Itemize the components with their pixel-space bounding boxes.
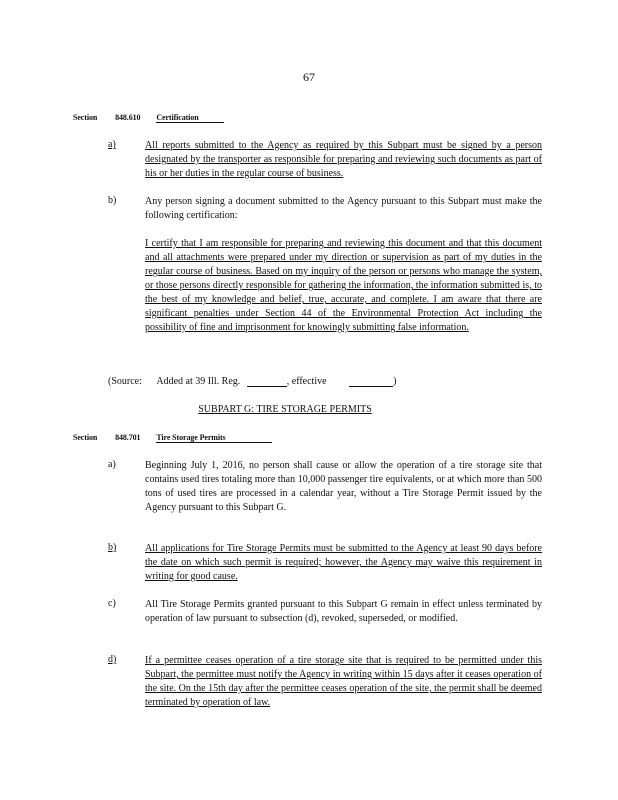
section-title: Certification <box>156 113 224 123</box>
section-number: 848.610 <box>115 113 141 122</box>
item-text-c: All Tire Storage Permits granted pursuant to this Subpart G remain in effect unless terminated by operation of law pursuant to subsection (d), revoked, superseded, or modified. <box>145 599 542 624</box>
item-label-a: a) <box>108 139 116 150</box>
certification-statement: I certify that I am responsible for preparing and reviewing this document and that this document and all attachments were prepared under my direction or supervision as part of my duties in the regular course of business. Based on my inquiry of the person or persons who manage the system, or those persons directly responsible for gathering the information, the information submitted is, to the best of my knowledge and belief, true, accurate, and complete. I am aware that there are significant penalties under Section 44 of the Environmental Protection Act including the possibility of fine and imprisonment for knowingly submitting false information. <box>145 238 542 333</box>
subpart-heading: SUBPART G: TIRE STORAGE PERMITS <box>198 404 372 415</box>
section-heading-848-610 <box>73 113 224 123</box>
item-label-d: d) <box>108 654 117 665</box>
source-prefix: (Source: <box>108 376 142 387</box>
source-effective: , effective <box>286 376 327 387</box>
item-text-a: Beginning July 1, 2016, no person shall cause or allow the operation of a tire storage site that contains used tires totaling more than 10,000 passenger tire equivalents, or at which more than 500 tons of used tires are processed in a calendar year, without a Tire Storage Permit issued by the Agency pursuant to this Subpart G. <box>145 460 542 513</box>
source-text: Added at 39 Ill. Reg. <box>156 376 241 387</box>
item-label-a: a) <box>108 459 116 470</box>
source-suffix: ) <box>393 376 397 387</box>
item-text-b: All applications for Tire Storage Permits must be submitted to the Agency at least 90 days before the date on which such permit is required; however, the Agency may waive this requirement in writing for good cause. <box>145 543 542 582</box>
item-text-b: Any person signing a document submitted to the Agency pursuant to this Subpart must make the following certification: <box>145 196 542 221</box>
blank-register-page <box>247 376 287 387</box>
section-word: Section <box>73 433 98 442</box>
page-number: 67 <box>303 70 315 84</box>
item-label-c: c) <box>108 598 116 609</box>
section-heading-848-701 <box>73 433 272 443</box>
item-label-b: b) <box>108 542 117 553</box>
item-text-d: If a permittee ceases operation of a tire storage site that is required to be permitted under this Subpart, the permittee must notify the Agency in writing within 15 days after it ceases operation of the site. On the 15th day after the permittee ceases operation of the site, the permit shall be deemed terminated by operation of law. <box>145 655 542 708</box>
item-text-a: All reports submitted to the Agency as required by this Subpart must be signed by a person designated by the transporter as responsible for preparing and reviewing such documents as part of his or her duties in the regular course of business. <box>145 140 542 179</box>
item-label-b: b) <box>108 195 117 206</box>
blank-effective-date <box>349 376 393 387</box>
section-word: Section <box>73 113 98 122</box>
section-number: 848.701 <box>115 433 141 442</box>
source-line <box>108 376 396 387</box>
section-title: Tire Storage Permits <box>156 433 272 443</box>
